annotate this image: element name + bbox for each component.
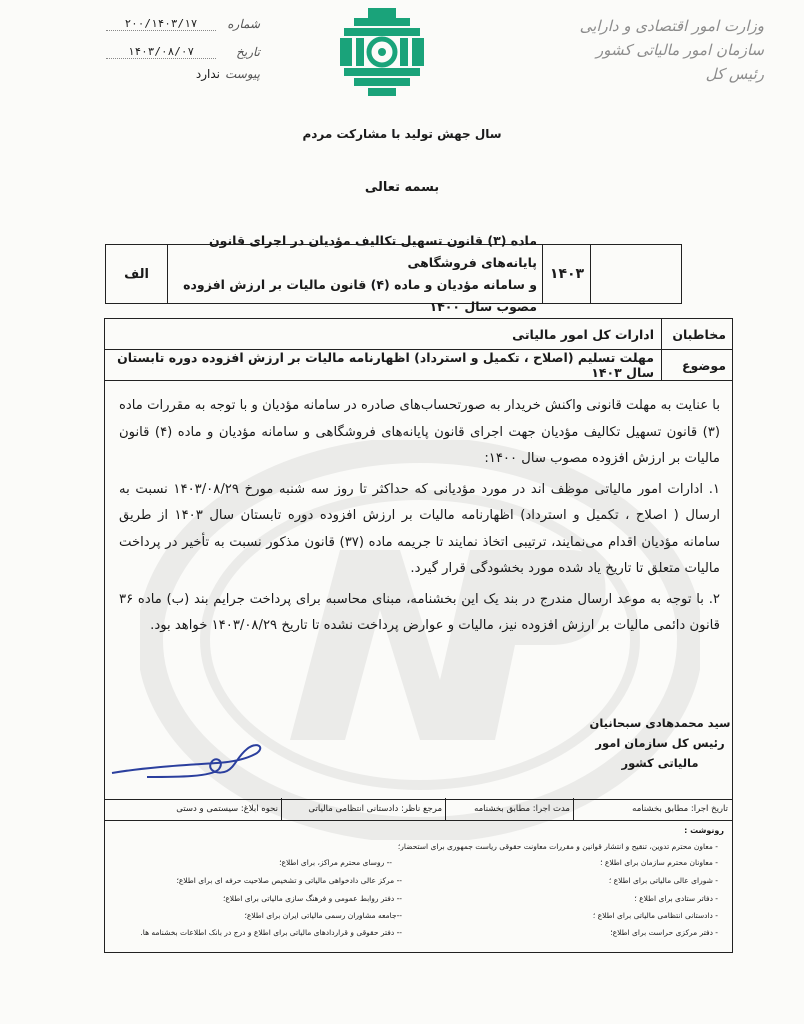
cc-block [104, 820, 733, 953]
ministry-line-1: وزارت امور اقتصادی و دارایی [579, 17, 764, 35]
ministry-header [534, 14, 764, 86]
cc-left-item-2: -- مرکز عالی دادخواهی مالیاتی و تشخیص صلاحیت حرفه ای برای اطلاع؛ [176, 876, 402, 885]
footer-strip [104, 798, 733, 821]
recipient-label: مخاطبان [672, 326, 726, 342]
meta-date-row [90, 43, 260, 65]
effective-date: تاریخ اجرا: مطابق بخشنامه [573, 798, 732, 820]
handwritten-signature [107, 737, 277, 787]
letter-meta [90, 15, 260, 87]
cc-right-item-3: - شورای عالی مالیاتی برای اطلاع ؛ [608, 876, 718, 885]
ministry-line-3: رئیس کل [705, 65, 764, 83]
letter-body [119, 393, 720, 644]
cc-left-item-3: -- دفتر روابط عمومی و فرهنگ سازی مالیاتی برای اطلاع؛ [222, 894, 402, 903]
reference-empty-cell [590, 245, 681, 303]
recipient-row [105, 319, 732, 350]
intro-paragraph: با عنایت به مهلت قانونی واکنش خریدار به صورتحساب‌های صادره در سامانه مؤدیان و با توجه به مقررات ماده (۳) قانون تسهیل تکالیف مؤدیان جهت اجرای قانون پایانه‌های فروشگاهی و سامانه مؤدیان و ماده (۴) قانون مالیات بر ارزش افزوده مصوب سال ۱۴۰۰: [119, 398, 720, 466]
reference-title [167, 233, 543, 314]
supervisor: مرجع ناظر: دادستانی انتظامی مالیاتی [281, 798, 446, 820]
reference-title-line-1: ماده (۳) قانون تسهیل تکالیف مؤدیان در اجرای قانون پایانه‌های فروشگاهی [208, 233, 537, 270]
reference-box [105, 233, 682, 314]
cc-left-item-1: -- روسای محترم مراکز، برای اطلاع؛ [279, 858, 392, 867]
cc-title: رونوشت : [684, 826, 724, 835]
paragraph-2: ۲. با توجه به موعد ارسال مندرج در بند یک این بخشنامه، مبنای محاسبه برای پرداخت جرایم بند (ب) ماده ۳۶ قانون دائمی مالیات بر ارزش افزوده نیز، مالیات و عوارض پرداخت نشده تا تاریخ ۱۴۰۳/۰۸/۲۹ خواهد بود. [119, 591, 720, 633]
reference-code: الف [124, 266, 149, 282]
subject-row [105, 350, 732, 381]
paragraph-1: ۱. ادارات امور مالیاتی موظف اند در مورد مؤدیانی که حداکثر تا روز سه شنبه مورخ ۱۴۰۳/۰۸/۲۹ نسبت به ارسال ( اصلاح ، تکمیل و استرداد) اظهارنامه مالیات بر ارزش افزوده دوره تابستان سال ۱۴۰۳ از طریق سامانه مؤدیان اقدام می‌نمایند، ترتیبی اتخاذ نمایند تا جریمه ماده (۳۷) قانون مذکور نسبت به تأخیر در پرداخت مالیات متعلق تا تاریخ یاد شده مورد بخشودگی قرار گیرد. [119, 481, 720, 576]
cc-right-item-1: - معاون محترم تدوین، تنقیح و انتشار قوانین و مقررات معاونت حقوقی ریاست جمهوری برای استحضار؛ [397, 842, 718, 851]
signature-block [585, 713, 735, 773]
date-label: تاریخ [236, 45, 260, 59]
number-label: شماره [227, 17, 260, 31]
cc-left-item-4: --جامعه مشاوران رسمی مالیاتی ایران برای اطلاع؛ [244, 911, 402, 920]
subject-label: موضوع [681, 357, 726, 373]
cc-right-item-4: - دفاتر ستادی برای اطلاع ؛ [634, 894, 718, 903]
reference-title-line-2: و سامانه مؤدیان و ماده (۴) قانون مالیات بر ارزش افزوده مصوب سال ۱۴۰۰ [183, 277, 537, 314]
notify-method: نحوه ابلاغ: سیستمی و دستی [176, 804, 278, 814]
letter-body-frame [104, 318, 733, 800]
cc-right-item-2: - معاونان محترم سازمان برای اطلاع ؛ [600, 858, 718, 867]
reference-year: ۱۴۰۳ [542, 245, 591, 303]
ministry-line-2: سازمان امور مالیاتی کشور [596, 41, 764, 59]
recipient-value: ادارات کل امور مالیاتی [512, 326, 654, 342]
meta-number-row [90, 15, 260, 37]
meta-attachment-row [90, 65, 260, 87]
cc-right-item-6: - دفتر مرکزی حراست برای اطلاع؛ [610, 928, 718, 937]
duration: مدت اجرا: مطابق بخشنامه [445, 798, 574, 820]
signer-name: سید محمدهادی سبحانیان [589, 716, 731, 730]
subject-value: مهلت تسلیم (اصلاح ، تکمیل و استرداد) اظهارنامه مالیات بر ارزش افزوده دوره تابستان سال ۱۴۰۳ [117, 350, 654, 380]
attachment-value: ندارد [195, 67, 220, 81]
signer-title: رئیس کل سازمان امور مالیاتی کشور [595, 736, 725, 770]
bismillah: بسمه تعالی [364, 180, 440, 195]
attachment-label: پیوست [225, 67, 260, 81]
tax-organization-logo [340, 8, 424, 96]
cc-left-item-5: -- دفتر حقوقی و قراردادهای مالیاتی برای اطلاع و درج در بانک اطلاعات بخشنامه ها. [140, 928, 402, 937]
year-slogan: سال جهش تولید با مشارکت مردم [302, 127, 502, 141]
date-value: ۱۴۰۳/۰۸/۰۷ [106, 45, 216, 59]
number-value: ۲۰۰/۱۴۰۳/۱۷ [106, 17, 216, 31]
cc-right-item-5: - دادستانی انتظامی مالیاتی برای اطلاع ؛ [592, 911, 718, 920]
